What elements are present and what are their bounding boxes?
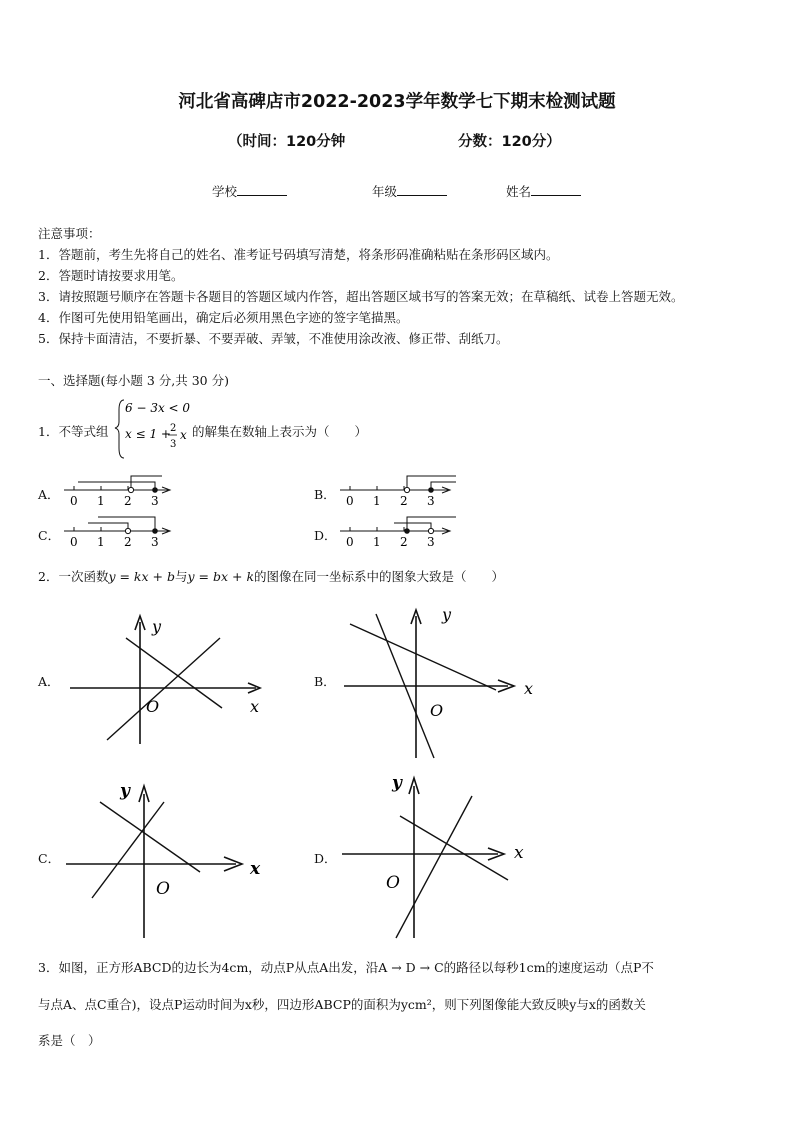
notice-heading: 注意事项：	[38, 226, 101, 241]
svg-text:y: y	[392, 773, 402, 793]
svg-text:x: x	[250, 697, 260, 716]
q1-option-b-label: B．	[314, 487, 336, 502]
svg-text:y: y	[442, 605, 452, 624]
grade-field	[372, 182, 447, 200]
svg-text:1: 1	[373, 535, 381, 549]
q3-line-1: 3．如图，正方形ABCD的边长为4cm，动点P从点A出发，沿A → D → C的路径以每秒1cm的速度运动（点P不	[38, 960, 654, 975]
svg-text:3: 3	[427, 535, 435, 549]
q1-frac-den: 3	[170, 439, 177, 450]
q2-option-a-label: A．	[38, 674, 60, 689]
svg-text:2: 2	[124, 494, 132, 508]
notice-item: 2．答题时请按要求用笔。	[38, 268, 184, 283]
q1-inequality-system	[114, 396, 194, 462]
svg-text:1: 1	[373, 494, 381, 508]
notice-item: 4．作图可先使用铅笔画出，确定后必须用黑色字迹的签字笔描黑。	[38, 310, 409, 325]
q1-option-d-numberline	[334, 513, 458, 549]
q1-option-d-label: D．	[314, 528, 337, 543]
notice-item: 1．答题前，考生先将自己的姓名、准考证号码填写清楚，将条形码准确粘贴在条形码区域内。	[38, 247, 559, 262]
section-heading: 一、选择题(每小题 3 分,共 30 分)	[38, 373, 229, 388]
school-label: 学校	[212, 184, 238, 199]
q1-ineq2a: x ≤ 1 +	[125, 427, 171, 441]
exam-time: （时间：120分钟	[228, 134, 346, 150]
q2-option-c-label: C．	[38, 851, 61, 866]
svg-text:O: O	[386, 873, 400, 893]
name-blank[interactable]	[531, 183, 581, 196]
svg-text:0: 0	[346, 535, 354, 549]
svg-text:1: 1	[97, 494, 105, 508]
svg-text:0: 0	[70, 494, 78, 508]
q1-ineq1: 6 − 3x < 0	[125, 401, 191, 415]
q2-option-b-label: B．	[314, 674, 336, 689]
q1-option-a-label: A．	[38, 487, 60, 502]
q1-prefix: 1．不等式组	[38, 424, 109, 439]
svg-text:O: O	[430, 701, 444, 720]
q1-option-b-numberline	[334, 472, 458, 508]
svg-text:O: O	[156, 879, 170, 899]
svg-text:x: x	[250, 859, 261, 879]
q2-option-a-graph	[62, 608, 272, 748]
exam-score: 分数：120分）	[458, 134, 561, 150]
name-label: 姓名	[506, 184, 532, 199]
svg-text:2: 2	[400, 535, 408, 549]
notice-item: 5．保持卡面清洁，不要折暴、不要弄破、弄皱，不准使用涂改液、修正带、刮纸刀。	[38, 331, 509, 346]
name-field	[506, 182, 581, 200]
q1-option-c-label: C．	[38, 528, 61, 543]
q2-option-d-label: D．	[314, 851, 337, 866]
svg-text:O: O	[146, 697, 160, 716]
svg-text:0: 0	[346, 494, 354, 508]
q2-option-d-graph	[336, 766, 550, 942]
grade-blank[interactable]	[397, 183, 447, 196]
q1-suffix: 的解集在数轴上表示为（ ）	[192, 424, 368, 439]
svg-text:1: 1	[97, 535, 105, 549]
q2-option-b-graph	[336, 600, 546, 760]
grade-label: 年级	[372, 184, 398, 199]
svg-text:3: 3	[151, 494, 159, 508]
q1-frac-num: 2	[170, 423, 177, 434]
q3-line-3: 系是（ ）	[38, 1033, 101, 1048]
svg-text:2: 2	[400, 494, 408, 508]
svg-text:y: y	[120, 781, 130, 801]
svg-text:y: y	[152, 617, 162, 636]
q1-ineq2b: x	[180, 428, 187, 442]
q2-option-c-graph	[60, 772, 274, 942]
svg-text:x: x	[524, 679, 534, 698]
q3-line-2: 与点A、点C重合)，设点P运动时间为x秒，四边形ABCP的面积为ycm²，则下列图像能大致反映y与x的函数关	[38, 997, 646, 1012]
school-blank[interactable]	[237, 183, 287, 196]
school-field	[212, 182, 287, 200]
q1-option-a-numberline	[58, 472, 178, 508]
page-title: 河北省高碑店市2022-2023学年数学七下期末检测试题	[178, 92, 616, 112]
q2-stem: 2．一次函数y = kx + b与y = bx + k的图像在同一坐标系中的图象大致是（ ）	[38, 569, 505, 584]
svg-text:3: 3	[151, 535, 159, 549]
notice-item: 3．请按照题号顺序在答题卡各题目的答题区域内作答，超出答题区域书写的答案无效；在草稿纸、试卷上答题无效。	[38, 289, 684, 304]
svg-text:3: 3	[427, 494, 435, 508]
svg-text:x: x	[514, 843, 524, 863]
svg-text:0: 0	[70, 535, 78, 549]
svg-text:2: 2	[124, 535, 132, 549]
q1-option-c-numberline	[58, 513, 178, 549]
